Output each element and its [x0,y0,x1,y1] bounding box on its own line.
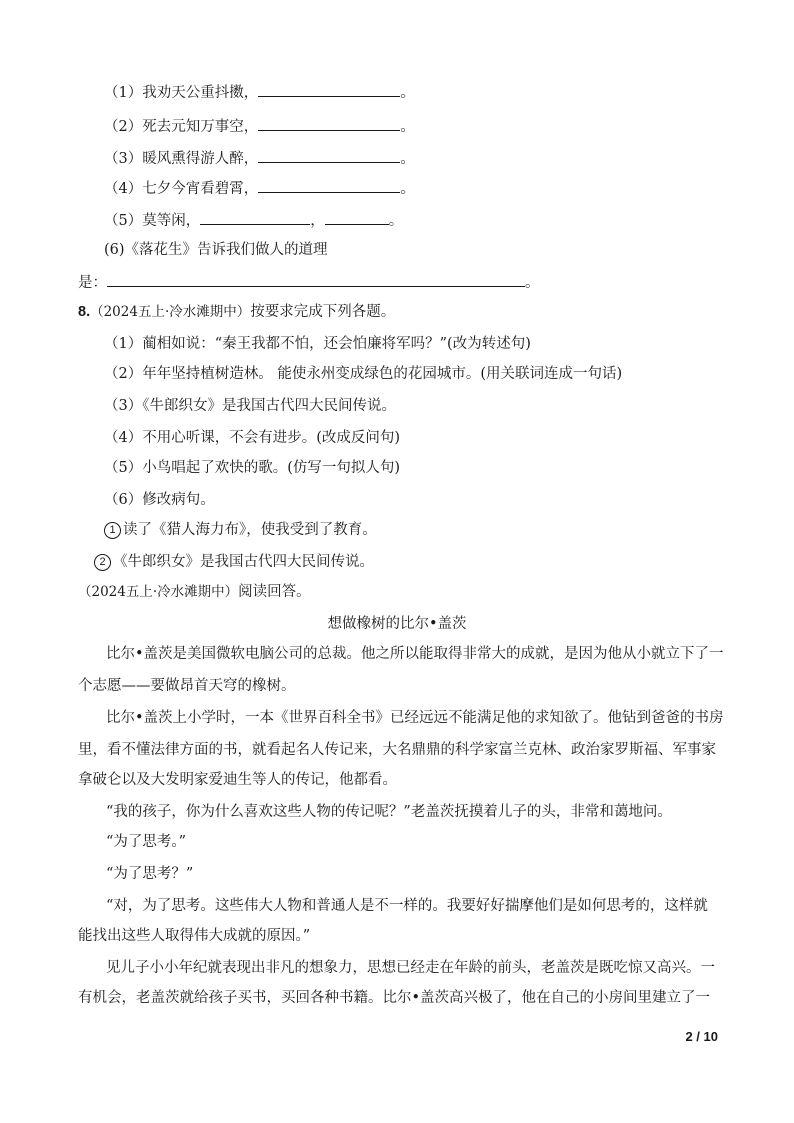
fill-item-3 [104,148,415,169]
fill-item-1 [104,82,415,103]
item-number: (6) [104,242,125,258]
period: 。 [400,151,415,167]
question-8-item-1: （1）蔺相如说：“秦王我都不怕，还会怕廉将军吗？”(改为转述句) [104,336,531,352]
answer-blank[interactable] [200,210,310,225]
item-number: （4） [104,181,143,197]
reading-source: （2024五上·冷水滩期中） [78,584,239,600]
article-line: “为了思考？” [106,866,194,882]
fill-item-5 [104,210,403,231]
item-number: （3） [104,151,143,167]
question-source: （2024五上·冷水滩期中） [90,304,251,320]
question-8-header [78,302,395,322]
article-line: 里，看不懂法律方面的书，就看起名人传记来，大名鼎鼎的科学家富兰克林、政治家罗斯福、军事家 [78,742,716,758]
item-text: 暖风熏得游人醉， [142,151,259,167]
period: 。 [400,181,415,197]
article-line: 个志愿——要做昂首天穹的橡树。 [78,678,296,694]
question-number: 8. [78,304,91,320]
fill-item-6-continuation [78,272,540,293]
answer-blank[interactable] [258,178,400,193]
question-8-item-5: （5）小鸟唱起了欢快的歌。(仿写一句拟人句) [104,460,401,476]
reading-header [78,582,311,602]
fill-item-2 [104,116,415,137]
comma: ， [310,213,325,229]
article-line: “对，为了思考。这些伟大人物和普通人是不一样的。我要好好揣摩他们是如何思考的，这样就 [106,898,708,914]
item-number: （1） [104,85,143,101]
page-number: 2 / 10 [685,1029,718,1044]
sub-item-1 [104,520,377,540]
sub-item-text: 《牛郎织女》是我国古代四大民间传说。 [113,554,374,570]
article-line: 比尔•盖茨上小学时，一本《世界百科全书》已经远远不能满足他的求知欲了。他钻到爸爸的书房 [106,710,724,726]
circled-number-icon: 2 [94,554,111,571]
sub-item-text: 读了《猎人海力布》，使我受到了教育。 [123,522,377,538]
item-number: （5） [104,213,143,229]
item-text: 是： [78,275,107,291]
item-text: 《落花生》告诉我们做人的道理 [124,242,328,258]
article-line: 拿破仑以及大发明家爱迪生等人的传记，他都看。 [78,772,397,788]
period: 。 [525,275,540,291]
fill-item-6 [104,240,328,260]
question-8-item-6: （6）修改病句。 [104,492,215,508]
item-text: 我劝天公重抖擞， [142,85,259,101]
item-text: 七夕今宵看碧霄， [142,181,259,197]
question-8-item-3: （3）《牛郎织女》是我国古代四大民间传说。 [104,398,396,414]
answer-blank[interactable] [107,272,525,287]
reading-instruction: 阅读回答。 [238,584,311,600]
circled-number-icon: 1 [104,522,121,539]
article-line: 能找出这些人取得伟大成就的原因。” [78,928,311,944]
article-line: “为了思考。” [106,834,187,850]
question-8-item-2: （2）年年坚持植树造林。 能使永州变成绿色的花园城市。(用关联词连成一句话) [104,366,623,382]
article-line: “我的孩子，你为什么喜欢这些人物的传记呢？”老盖茨抚摸着儿子的头，非常和蔼地问。 [106,804,672,820]
answer-blank[interactable] [258,148,400,163]
question-instruction: 按要求完成下列各题。 [250,304,396,320]
article-title: 想做橡树的比尔•盖茨 [327,616,467,632]
answer-blank[interactable] [258,116,400,131]
period: 。 [400,119,415,135]
fill-item-4 [104,178,415,199]
article-line: 有机会，老盖茨就给孩子买书，买回各种书籍。比尔•盖茨高兴极了，他在自己的小房间里建立了一 [78,990,711,1006]
answer-blank[interactable] [325,210,389,225]
answer-blank[interactable] [258,82,400,97]
article-line: 见儿子小小年纪就表现出非凡的想象力，思想已经走在年龄的前头，老盖茨是既吃惊又高兴。一 [106,960,715,976]
article-line: 比尔•盖茨是美国微软电脑公司的总裁。他之所以能取得非常大的成就，是因为他从小就立下了一 [106,646,724,662]
item-text: 死去元知万事空， [142,119,259,135]
item-number: （2） [104,119,143,135]
sub-item-2 [94,552,374,572]
item-text: 莫等闲， [142,213,201,229]
question-8-item-4: （4）不用心听课，不会有进步。(改成反问句) [104,430,401,446]
period: 。 [388,213,404,229]
period: 。 [400,85,415,101]
